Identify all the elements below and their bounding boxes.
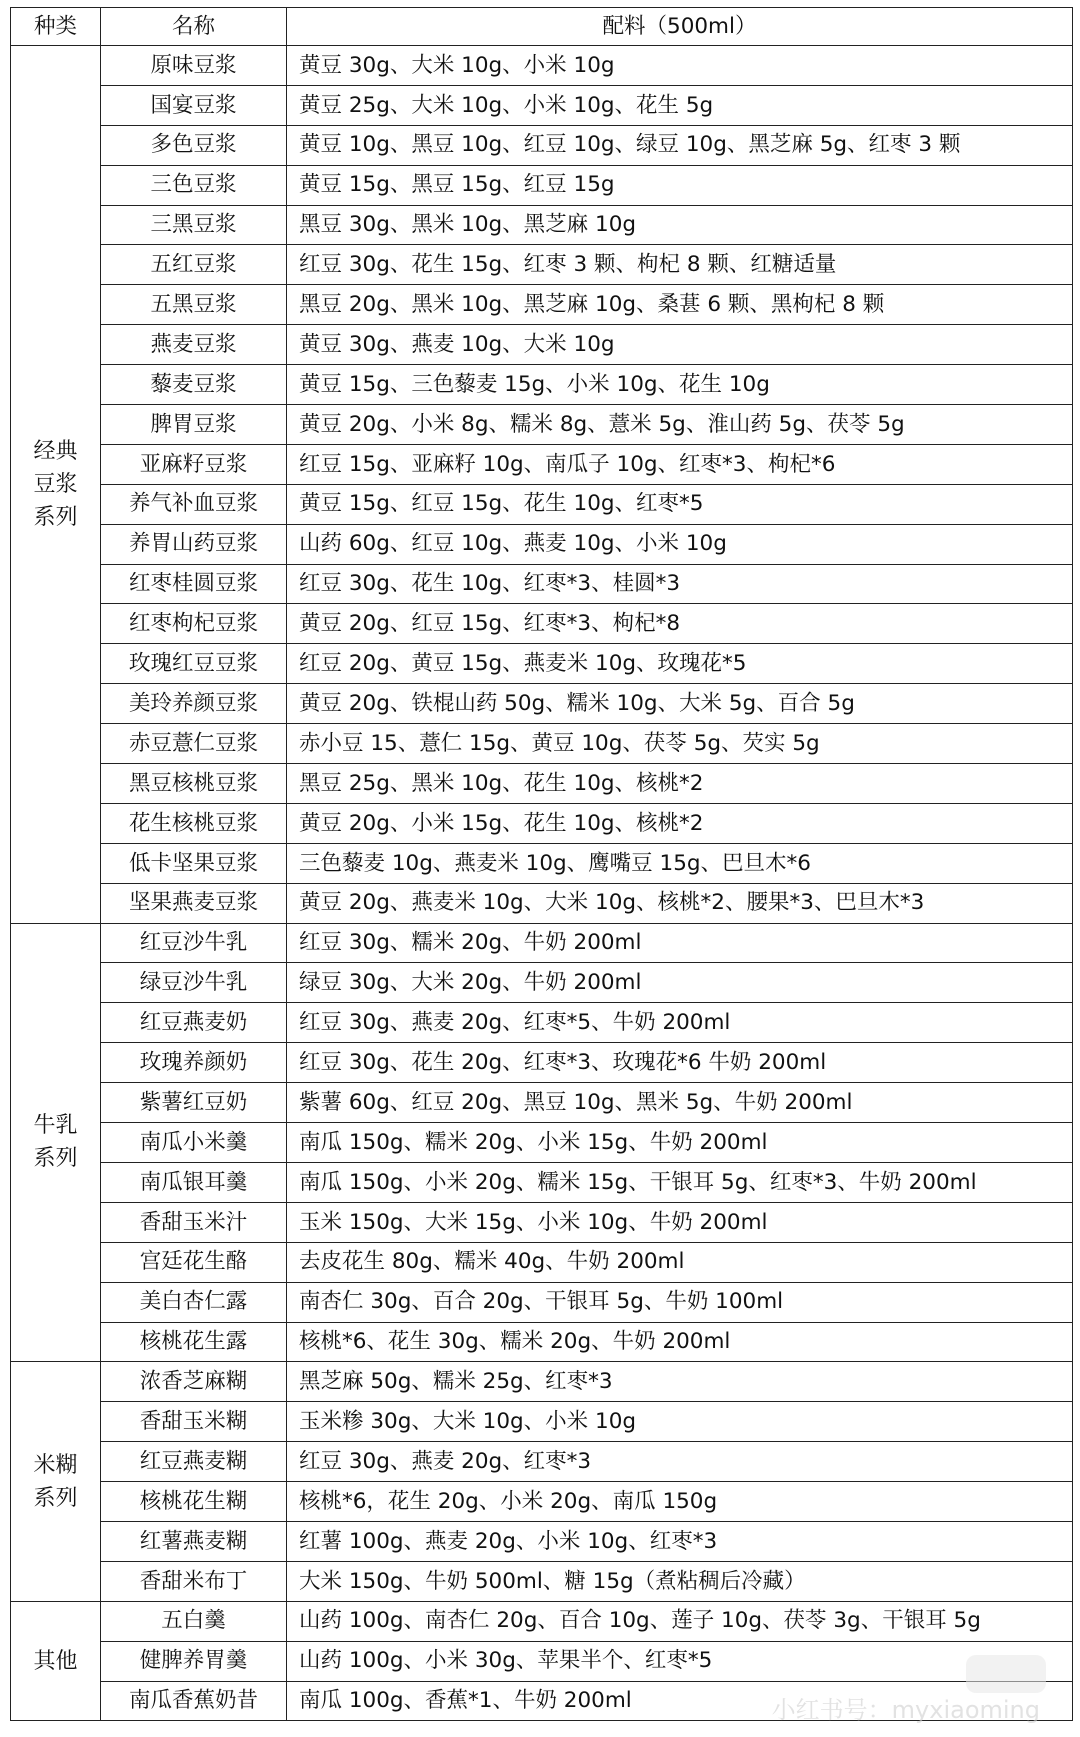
recipe-ingredients: 黄豆 30g、燕麦 10g、大米 10g [287,325,1073,365]
table-row [11,405,1073,445]
recipe-name: 红枣枸杞豆浆 [101,604,287,644]
table-row [11,46,1073,86]
recipe-ingredients: 核桃*6、花生 30g、糯米 20g、牛奶 200ml [287,1322,1073,1362]
recipe-ingredients: 黄豆 20g、红豆 15g、红枣*3、枸杞*8 [287,604,1073,644]
table-row [11,1282,1073,1322]
table-row [11,1043,1073,1083]
recipe-ingredients: 南瓜 150g、小米 20g、糯米 15g、干银耳 5g、红枣*3、牛奶 200ml [287,1162,1073,1202]
category-cell [11,46,101,924]
recipe-name: 亚麻籽豆浆 [101,444,287,484]
table-row [11,1083,1073,1123]
recipe-name: 黑豆核桃豆浆 [101,764,287,804]
recipe-sheet [10,7,1072,1721]
table-row [11,1601,1073,1641]
table-row [11,923,1073,963]
category-cell [11,923,101,1362]
recipe-name: 五黑豆浆 [101,285,287,325]
recipe-ingredients: 黑豆 25g、黑米 10g、花生 10g、核桃*2 [287,764,1073,804]
recipe-ingredients: 黄豆 20g、铁棍山药 50g、糯米 10g、大米 5g、百合 5g [287,684,1073,724]
recipe-name: 健脾养胃羹 [101,1641,287,1681]
recipe-name: 低卡坚果豆浆 [101,843,287,883]
recipe-name: 养气补血豆浆 [101,484,287,524]
table-row [11,1202,1073,1242]
table-row [11,85,1073,125]
recipe-name: 红豆沙牛乳 [101,923,287,963]
table-row [11,1362,1073,1402]
recipe-name: 浓香芝麻糊 [101,1362,287,1402]
recipe-ingredients: 玉米 150g、大米 15g、小米 10g、牛奶 200ml [287,1202,1073,1242]
table-row [11,1162,1073,1202]
table-row [11,1521,1073,1561]
recipe-ingredients: 大米 150g、牛奶 500ml、糖 15g（煮粘稠后冷藏） [287,1561,1073,1601]
recipe-name: 香甜玉米糊 [101,1402,287,1442]
recipe-ingredients: 黄豆 30g、大米 10g、小米 10g [287,46,1073,86]
table-row [11,1482,1073,1522]
table-row [11,125,1073,165]
table-row [11,524,1073,564]
recipe-name: 原味豆浆 [101,46,287,86]
table-row [11,803,1073,843]
recipe-ingredients: 黄豆 10g、黑豆 10g、红豆 10g、绿豆 10g、黑芝麻 5g、红枣 3 颗 [287,125,1073,165]
recipe-name: 花生核桃豆浆 [101,803,287,843]
recipe-name: 红豆燕麦奶 [101,1003,287,1043]
recipe-ingredients: 红豆 30g、糯米 20g、牛奶 200ml [287,923,1073,963]
table-row [11,684,1073,724]
recipe-ingredients: 三色藜麦 10g、燕麦米 10g、鹰嘴豆 15g、巴旦木*6 [287,843,1073,883]
recipe-ingredients: 红豆 30g、花生 10g、红枣*3、桂圆*3 [287,564,1073,604]
table-row [11,484,1073,524]
recipe-name: 紫薯红豆奶 [101,1083,287,1123]
header-row [11,8,1073,46]
recipe-ingredients: 山药 100g、小米 30g、苹果半个、红枣*5 [287,1641,1073,1681]
recipe-name: 三黑豆浆 [101,205,287,245]
recipe-name: 核桃花生糊 [101,1482,287,1522]
table-row [11,245,1073,285]
recipe-name: 脾胃豆浆 [101,405,287,445]
recipe-ingredients: 黄豆 20g、燕麦米 10g、大米 10g、核桃*2、腰果*3、巴旦木*3 [287,883,1073,923]
recipe-ingredients: 红豆 30g、花生 20g、红枣*3、玫瑰花*6 牛奶 200ml [287,1043,1073,1083]
recipe-ingredients: 红豆 30g、燕麦 20g、红枣*3 [287,1442,1073,1482]
recipe-ingredients: 黑豆 30g、黑米 10g、黑芝麻 10g [287,205,1073,245]
recipe-name: 核桃花生露 [101,1322,287,1362]
watermark-logo [966,1655,1046,1693]
recipe-ingredients: 紫薯 60g、红豆 20g、黑豆 10g、黑米 5g、牛奶 200ml [287,1083,1073,1123]
recipe-name: 三色豆浆 [101,165,287,205]
recipe-name: 五白羹 [101,1601,287,1641]
recipe-ingredients: 黄豆 20g、小米 15g、花生 10g、核桃*2 [287,803,1073,843]
recipe-name: 美白杏仁露 [101,1282,287,1322]
table-row [11,1003,1073,1043]
table-row [11,1123,1073,1163]
recipe-ingredients: 红豆 30g、花生 15g、红枣 3 颗、枸杞 8 颗、红糖适量 [287,245,1073,285]
table-row [11,1442,1073,1482]
table-row [11,1322,1073,1362]
category-cell [11,1362,101,1601]
header-ingredients: 配料（500ml） [287,8,1073,46]
table-row [11,365,1073,405]
recipe-ingredients: 南杏仁 30g、百合 20g、干银耳 5g、牛奶 100ml [287,1282,1073,1322]
table-row [11,564,1073,604]
table-row [11,843,1073,883]
recipe-name: 五红豆浆 [101,245,287,285]
table-row [11,883,1073,923]
recipe-name: 红枣桂圆豆浆 [101,564,287,604]
recipe-name: 玫瑰红豆豆浆 [101,644,287,684]
recipe-name: 香甜玉米汁 [101,1202,287,1242]
table-row [11,963,1073,1003]
table-row [11,205,1073,245]
table-row [11,1402,1073,1442]
recipe-name: 南瓜银耳羹 [101,1162,287,1202]
recipe-ingredients: 红豆 15g、亚麻籽 10g、南瓜子 10g、红枣*3、枸杞*6 [287,444,1073,484]
table-row [11,1681,1073,1721]
recipe-ingredients: 南瓜 100g、香蕉*1、牛奶 200ml [287,1681,1073,1721]
category-cell [11,1601,101,1721]
table-row [11,724,1073,764]
table-row [11,444,1073,484]
category-label: 米糊系列 [33,1452,78,1511]
recipe-ingredients: 黄豆 15g、黑豆 15g、红豆 15g [287,165,1073,205]
header-category: 种类 [11,8,101,46]
recipe-name: 红薯燕麦糊 [101,1521,287,1561]
table-row [11,764,1073,804]
recipe-name: 美玲养颜豆浆 [101,684,287,724]
recipe-ingredients: 赤小豆 15、薏仁 15g、黄豆 10g、茯苓 5g、芡实 5g [287,724,1073,764]
recipe-name: 国宴豆浆 [101,85,287,125]
table-body [11,46,1073,1721]
recipe-ingredients: 红豆 20g、黄豆 15g、燕麦米 10g、玫瑰花*5 [287,644,1073,684]
recipe-name: 藜麦豆浆 [101,365,287,405]
recipe-ingredients: 黑芝麻 50g、糯米 25g、红枣*3 [287,1362,1073,1402]
category-label: 经典豆浆系列 [33,438,78,530]
table-row [11,1641,1073,1681]
recipe-table [10,7,1073,1721]
recipe-ingredients: 红薯 100g、燕麦 20g、小米 10g、红枣*3 [287,1521,1073,1561]
recipe-name: 南瓜小米羹 [101,1123,287,1163]
recipe-ingredients: 山药 100g、南杏仁 20g、百合 10g、莲子 10g、茯苓 3g、干银耳 5g [287,1601,1073,1641]
recipe-ingredients: 黄豆 20g、小米 8g、糯米 8g、薏米 5g、淮山药 5g、茯苓 5g [287,405,1073,445]
recipe-name: 燕麦豆浆 [101,325,287,365]
table-row [11,325,1073,365]
recipe-name: 红豆燕麦糊 [101,1442,287,1482]
recipe-ingredients: 去皮花生 80g、糯米 40g、牛奶 200ml [287,1242,1073,1282]
recipe-name: 玫瑰养颜奶 [101,1043,287,1083]
recipe-ingredients: 玉米糁 30g、大米 10g、小米 10g [287,1402,1073,1442]
recipe-ingredients: 红豆 30g、燕麦 20g、红枣*5、牛奶 200ml [287,1003,1073,1043]
recipe-name: 赤豆薏仁豆浆 [101,724,287,764]
recipe-ingredients: 山药 60g、红豆 10g、燕麦 10g、小米 10g [287,524,1073,564]
recipe-ingredients: 南瓜 150g、糯米 20g、小米 15g、牛奶 200ml [287,1123,1073,1163]
recipe-name: 养胃山药豆浆 [101,524,287,564]
recipe-ingredients: 黄豆 15g、三色藜麦 15g、小米 10g、花生 10g [287,365,1073,405]
table-header [11,8,1073,46]
recipe-name: 香甜米布丁 [101,1561,287,1601]
table-row [11,285,1073,325]
category-label: 牛乳系列 [33,1113,78,1172]
recipe-name: 坚果燕麦豆浆 [101,883,287,923]
table-row [11,165,1073,205]
recipe-ingredients: 绿豆 30g、大米 20g、牛奶 200ml [287,963,1073,1003]
recipe-ingredients: 黑豆 20g、黑米 10g、黑芝麻 10g、桑葚 6 颗、黑枸杞 8 颗 [287,285,1073,325]
header-name: 名称 [101,8,287,46]
recipe-name: 宫廷花生酪 [101,1242,287,1282]
recipe-name: 绿豆沙牛乳 [101,963,287,1003]
table-row [11,1561,1073,1601]
table-row [11,644,1073,684]
category-label: 其他 [33,1648,78,1674]
watermark-text: 小红书号：myxiaoming [771,1696,1040,1724]
recipe-name: 南瓜香蕉奶昔 [101,1681,287,1721]
recipe-name: 多色豆浆 [101,125,287,165]
table-row [11,604,1073,644]
recipe-ingredients: 黄豆 25g、大米 10g、小米 10g、花生 5g [287,85,1073,125]
recipe-ingredients: 黄豆 15g、红豆 15g、花生 10g、红枣*5 [287,484,1073,524]
recipe-ingredients: 核桃*6，花生 20g、小米 20g、南瓜 150g [287,1482,1073,1522]
table-row [11,1242,1073,1282]
